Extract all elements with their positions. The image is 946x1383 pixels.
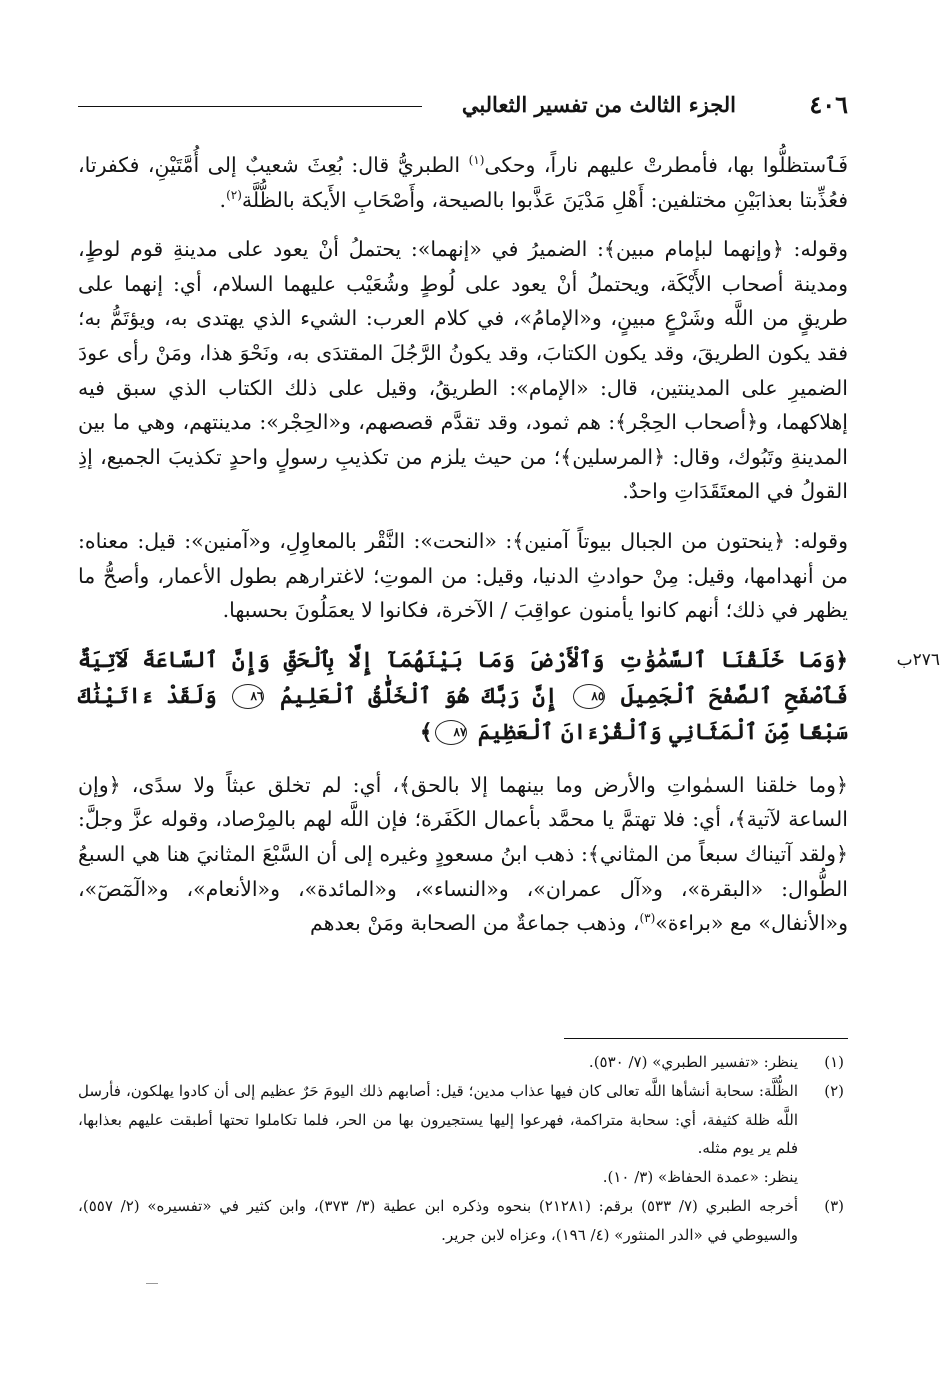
paragraph-3: وقوله: ﴿ينحتون من الجبال بيوتاً آمنين﴾: «النحت»: النَّقْر بالمعاوِلِ، و«آمنين»: قيل: معناه: من أنهدامها، وقيل: مِنْ حوادثِ الدنيا، وقيل: من الموتِ؛ لاغترارهم بطول الأعمار، وأصحُّ ما يظهر في ذلك؛ أنهم كانوا يأمنون عواقِبَ / الآخرة، فكانوا لا يعمَلُونَ بحسبها.: [78, 528, 848, 623]
footnote-text: ينظر: «تفسير الطبري» (٧/ ٥٣٠).: [588, 1053, 798, 1071]
text-run: فَٱستظلُّوا بها، فأمطرتْ عليهم ناراً، وحكى: [484, 153, 848, 177]
footnote-number: (١): [824, 1053, 844, 1071]
ayah-number-marker: ٨٧: [435, 720, 467, 745]
footnote-2: [78, 1077, 846, 1192]
page-number: ٤٠٦: [809, 90, 848, 119]
footnote-ref-3: (٣): [639, 911, 656, 926]
footnotes: [78, 1048, 846, 1250]
paragraph-4: [78, 768, 848, 941]
footnote-number: (٢): [824, 1081, 844, 1100]
footnote-3: [78, 1192, 846, 1250]
text-run: الطبريُّ قال: بُعِثَ شعيبٌ إلى أُمَّتَيْنِ، فكفرتا، فعُذِّبتا بعذابَيْنِ مختلفين: أَهْلِ مَدْيَنَ عَذَّبوا بالصيحة، وأَصْحَابِ الأَيكة بالظُّلَّة: [78, 153, 848, 212]
header-rule: [78, 106, 422, 107]
footnote-text: الظُّلَّة: سحابة أنشأها اللَّه تعالى كان فيها عذاب مدين؛ قيل: أصابهم ذلك اليومَ حَرٌ عظيم إلى أن كادوا يهلكون، فأرسل اللَّه ظلة كثيفة، أي: سحابة متراكمة، فهرعوا إليها يستجيرون بها من الحر، فلما تكاملوا تحتها أطبقت عليهم بعذابها، فلم ير يوم مثله.: [78, 1081, 798, 1158]
scan-speck: [146, 1283, 158, 1284]
footnote-number: (٣): [824, 1196, 844, 1215]
footnote-text: أخرجه الطبري (٧/ ٥٣٣) برقم: (٢١٢٨١) بنحوه وذكره ابن عطية (٣/ ٣٧٣)، وابن كثير في «تفسيره» (٢/ ٥٥٧)، والسيوطي في «الدر المنثور» (٤/ ١٩٦)، وعزاه لابن جرير.: [78, 1196, 799, 1244]
closing-bracket: ﴾: [419, 719, 433, 745]
verse-text: ﴿وَمَا خَلَقْنَا ٱلسَّمَٰوَٰتِ وَٱلْأَرْضَ وَمَا بَيْنَهُمَآ إِلَّا بِٱلْحَقِّ وَإِنَّ ٱلسَّاعَةَ لَآتِيَةٌ فَٱصْفَحِ ٱلصَّفْحَ ٱلْجَمِيلَ: [78, 647, 848, 709]
page-header: [78, 90, 848, 122]
footnote-ref-1: (١): [468, 153, 485, 168]
text-run: .: [219, 187, 227, 212]
footnote-ref-2: (٢): [226, 187, 242, 202]
text-run: ﴿وما خلقنا السمٰواتِ والأرض وما بينهما إلا بالحق﴾، أي: لم تخلق عبثاً ولا سدًى، ﴿وإن الساعة لآتية﴾، أي: فلا تهتمَّ يا محمَّد بأعمال الكَفَرة؛ فإن اللَّه لهم بالمِرْصاد، وقوله عزَّ وجلَّ: ﴿ولقد آتيناك سبعاً من المثاني﴾: ذهب ابنُ مسعودٍ وغيره إلى أن السَّبْعَ المثانيَ هنا هي السبعُ الطُّوال: «البقرة»، و«آل عمران»، و«النساء»، و«المائدة»، و«الأنعام»، و«الٓمٓصٓ»، و«الأنفال» مع «براءة»: [78, 772, 848, 936]
verse-text: وَلَقَدْ ءَاتَيْنَٰكَ سَبْعًا مِّنَ ٱلْمَثَانِي وَٱلْقُرْءَانَ ٱلْعَظِيمَ: [78, 683, 848, 745]
manuscript-folio-marker: ٢٧٦ب: [896, 650, 940, 670]
paragraph-1: [78, 148, 848, 217]
main-text: [78, 148, 848, 956]
quran-verses: [78, 643, 848, 751]
ayah-number-marker: ٨٦: [232, 684, 264, 709]
running-title: الجزء الثالث من تفسير الثعالبي: [461, 92, 736, 117]
ayah-number-marker: ٨٥: [573, 684, 605, 709]
paragraph-2: وقوله: ﴿وإنهما لبإمام مبين﴾: الضميرُ في «إنهما»: يحتملُ أنْ يعود على مدينةِ قوم لوطٍ، ومدينة أصحاب الأَيْكَة، ويحتملُ أنْ يعود على لُوطٍ وشُعَيْب عليهما السلام، أي: إنهما على طريقٍ من اللَّه وشَرْعٍ مبينٍ، و«الإمامُ»، في كلام العرب: الشيء الذي يهتدى به، ويؤتَمُّ به؛ فقد يكون الطريقَ، وقد يكون الكتابَ، وقد يكونُ الرَّجُلَ المقتدَى به، ونَحْوَ هذا، ومَنْ رأى عودَ الضميرِ على المدينتين، قال: «الإمام»: الطريقُ، وقيل على ذلك الكتاب الذي سبق فيه إهلاكهما، و﴿أصحاب الحِجْر﴾: هم ثمود، وقد تقدَّم قصصهم، و«الحِجْر»: مدينتهم، وهي ما بين المدينةِ وتَبُوك، وقال: ﴿المرسلين﴾؛ من حيث يلزم من تكذيبِ رسولٍ واحدٍ تكذيبَ الجميع، إذِ القولُ في المعتَقَدَاتِ واحدٌ.: [78, 237, 848, 504]
verse-text: إِنَّ رَبَّكَ هُوَ ٱلْخَلَّٰقُ ٱلْعَلِيمُ: [280, 683, 558, 709]
footnote-separator: [564, 1038, 848, 1039]
text-run: ، وذهب جماعةٌ من الصحابة ومَنْ بعدهم: [310, 911, 640, 936]
footnote-reference: ينظر: «عمدة الحفاظ» (٣/ ١٠).: [602, 1168, 798, 1187]
footnote-1: [78, 1048, 846, 1077]
